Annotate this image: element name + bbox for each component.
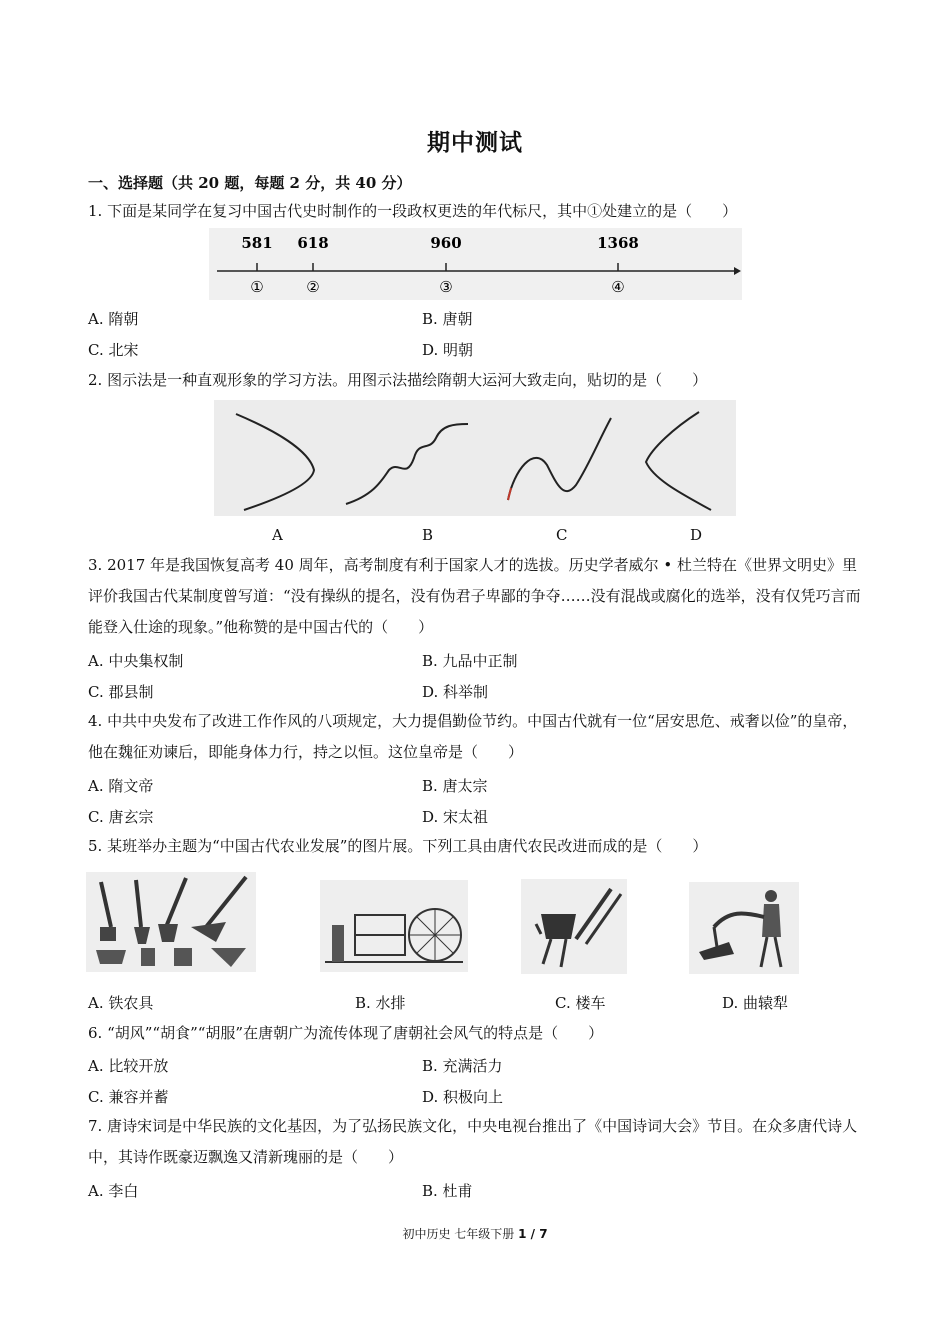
year-label: 1368 — [597, 234, 639, 252]
q2-label-b: B — [422, 526, 434, 544]
q5-option-d: D. 曲辕犁 — [722, 994, 789, 1012]
iron-tools-svg — [86, 872, 256, 972]
water-bellows-svg — [320, 880, 468, 972]
year-label: 581 — [241, 234, 273, 252]
circle-mark: ② — [306, 278, 320, 296]
water-bellows-image — [320, 880, 468, 972]
q1-option-b: B. 唐朝 — [422, 310, 473, 328]
canal-shapes-svg — [214, 400, 736, 516]
q5-option-c: C. 楼车 — [555, 994, 606, 1012]
circle-mark: ① — [250, 278, 264, 296]
timeline-svg — [209, 228, 742, 300]
question-6-stem: 6. “胡风”“胡食”“胡服”在唐朝广为流传体现了唐朝社会风气的特点是（ ） — [88, 1024, 604, 1042]
q1-option-a: A. 隋朝 — [88, 310, 139, 328]
shape-b — [346, 424, 468, 504]
section-heading: 一、选择题（共 20 题，每题 2 分，共 40 分） — [88, 174, 412, 192]
question-7-stem: 7. 唐诗宋词是中华民族的文化基因，为了弘扬民族文化，中央电视台推出了《中国诗词大会》节目。在众多唐代诗人中，其诗作既豪迈飘逸又清新瑰丽的是（ ） — [88, 1117, 858, 1166]
page-footer — [0, 1225, 950, 1242]
curved-plow-svg — [689, 882, 799, 974]
question-1-stem: 1. 下面是某同学在复习中国古代史时制作的一段政权更迭的年代标尺，其中①处建立的是（ ） — [88, 202, 738, 220]
q2-label-d: D — [690, 526, 703, 544]
year-label: 960 — [430, 234, 462, 252]
shape-d — [646, 412, 711, 510]
q3-option-b: B. 九品中正制 — [422, 652, 518, 670]
timeline-figure — [209, 228, 742, 300]
iron-tools-image — [86, 872, 256, 972]
q1-option-d: D. 明朝 — [422, 341, 474, 359]
question-2-stem: 2. 图示法是一种直观形象的学习方法。用图示法描绘隋朝大运河大致走向，贴切的是（ ） — [88, 371, 708, 389]
q6-option-d: D. 积极向上 — [422, 1088, 504, 1106]
shape-c — [508, 418, 611, 500]
q1-option-c: C. 北宋 — [88, 341, 139, 359]
curved-plow-image — [689, 882, 799, 974]
q5-option-a: A. 铁农具 — [88, 994, 154, 1012]
year-label: 618 — [297, 234, 329, 252]
q6-option-b: B. 充满活力 — [422, 1057, 503, 1075]
question-4-stem: 4. 中共中央发布了改进工作作风的八项规定，大力提倡勤俭节约。中国古代就有一位“居安思危、戒奢以俭”的皇帝，他在魏征劝谏后，即能身体力行，持之以恒。这位皇帝是（ ） — [88, 712, 858, 761]
q5-option-b: B. 水排 — [355, 994, 406, 1012]
page-number: 1 / 7 — [518, 1227, 548, 1241]
q4-option-d: D. 宋太祖 — [422, 808, 489, 826]
q2-label-c: C — [556, 526, 568, 544]
q3-option-a: A. 中央集权制 — [88, 652, 184, 670]
q2-label-a: A — [272, 526, 283, 544]
question-5-stem: 5. 某班举办主题为“中国古代农业发展”的图片展。下列工具由唐代农民改进而成的是（ ） — [88, 837, 708, 855]
footer-text: 初中历史 七年级下册 — [402, 1227, 515, 1241]
q4-option-a: A. 隋文帝 — [88, 777, 154, 795]
circle-mark: ④ — [611, 278, 625, 296]
timeline-arrow — [734, 267, 741, 275]
q6-option-a: A. 比较开放 — [88, 1057, 169, 1075]
canal-shapes-figure — [214, 400, 736, 516]
q4-option-c: C. 唐玄宗 — [88, 808, 154, 826]
question-3-stem: 3. 2017 年是我国恢复高考 40 周年，高考制度有利于国家人才的选拔。历史学者威尔 • 杜兰特在《世界文明史》里评价我国古代某制度曾写道：“没有操纵的提名，没有伪君子卑鄙的争夺……没有混战或腐化的选举，没有仅凭巧言而能登入仕途的现象。”他称赞的是中国古代的（ ） — [88, 556, 861, 636]
shape-a — [236, 414, 314, 510]
q6-option-c: C. 兼容并蓄 — [88, 1088, 169, 1106]
q3-option-d: D. 科举制 — [422, 683, 489, 701]
q3-option-c: C. 郡县制 — [88, 683, 154, 701]
q7-option-a: A. 李白 — [88, 1182, 139, 1200]
q4-option-b: B. 唐太宗 — [422, 777, 488, 795]
circle-mark: ③ — [439, 278, 453, 296]
seed-drill-svg — [521, 879, 627, 974]
page-title: 期中测试 — [427, 129, 523, 156]
q7-option-b: B. 杜甫 — [422, 1182, 473, 1200]
seed-drill-image — [521, 879, 627, 974]
